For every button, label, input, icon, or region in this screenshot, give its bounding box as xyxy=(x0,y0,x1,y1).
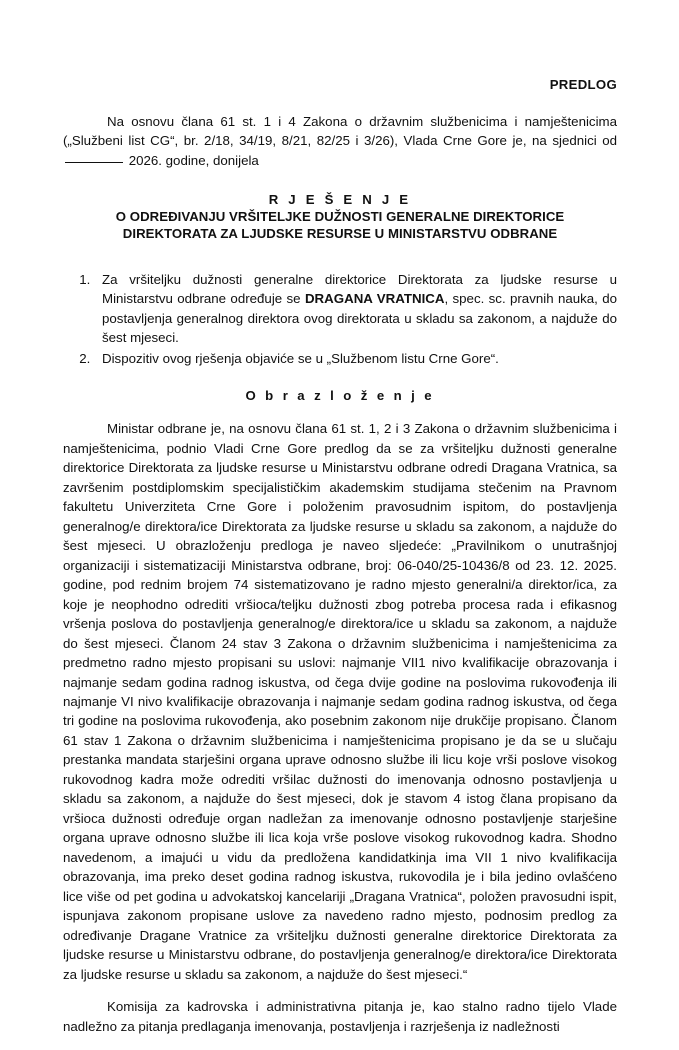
decision-1-text-before-name: Za vršiteljku dužnosti generalne direktorice Direktorata za ljudske resurse u Ministarstvu odbrane određuje se xyxy=(102,271,617,307)
explanation-paragraph-2: Komisija za kadrovska i administrativna pitanja je, kao stalno radno tijelo Vlade nadležno za pitanja predlaganja imenovanja, postavljenja i razrješenja iz nadležnosti xyxy=(63,999,617,1034)
decision-1-text-after-name: , spec. sc. pravnih nauka, do postavljenja generalnog direktora ovog direktorata u skladu sa zakonom, a najduže do šest mjeseci. xyxy=(102,291,618,346)
title-line-rjesenje: R J E Š E N J E xyxy=(268,192,412,208)
explanation-heading: O b r a z l o ž e n j e xyxy=(245,388,435,404)
document-content xyxy=(63,0,617,1050)
date-blank-field xyxy=(65,162,123,163)
intro-paragraph xyxy=(63,112,617,171)
decision-item-1 xyxy=(94,270,617,348)
title-line-subject-1: O ODREĐIVANJU VRŠITELJKE DUŽNOSTI GENERALNE DIREKTORICE xyxy=(115,209,565,224)
appointee-name: DRAGANA VRATNICA xyxy=(304,291,445,307)
intro-text-before-blank: Na osnovu člana 61 st. 1 i 4 Zakona o državnim službenicima i namještenicima („Službeni list CG“, br. 2/18, 34/19, 8/21, 82/25 i 3/26), Vlada Crne Gore je, na sjednici od xyxy=(63,113,617,149)
intro-text-after-blank: 2026. godine, donijela xyxy=(125,152,259,168)
document-header-label: PREDLOG xyxy=(549,77,617,92)
explanation-paragraph-1: Ministar odbrane je, na osnovu člana 61 st. 1, 2 i 3 Zakona o državnim službenicima i namještenicima, podnio Vladi Crne Gore predlog da se za vršiteljku dužnosti generalne direktorice Direktorata za ljudske resurse u Ministarstvu odbrane odredi Dragana Vratnica, sa završenim postdiplomskim specijalističkim akademskim studijama stečenim na Pravnom fakultetu Univerziteta Crne Gore i položenim pravosudnim ispitom, do postavljenja generalnog/e direktora/ice Direktorata za ljudske resurse u skladu sa zakonom, a najduže do šest mjeseci. U obrazloženju predloga je naveo sljedeće: „Pravilnikom o unutrašnjoj organizaciji i sistematizaciji Ministarstva odbrane, broj: 06-040/25-10436/8 od 23. 12. 2025. godine, pod rednim brojem 74 sistematizovano je radno mjesto generalni/a direktor/ica, za koje je neophodno odrediti vršioca/teljku dužnosti zbog potreba procesa rada i efikasnog vršenja poslova do postavljenja generalnog/e direktora/ice u skladu sa zakonom, a najduže do šest mjeseci. Članom 24 stav 3 Zakona o državnim službenicima i namještenicima za predmetno radno mjesto propisani su uslovi: najmanje VII1 nivo kvalifikacije obrazovanja i najmanje sedam godina radnog iskustva, od čega dvije godine na poslovima rukovođenja ili najmanje VI nivo kvalifikacije obrazovanja i najmanje sedam godina radnog iskustva, od čega tri godine na poslovima rukovođenja, ako posebnim zakonom nije drukčije propisano. Članom 61 stav 1 Zakona o državnim službenicima i namještenicima propisano je da se u slučaju prestanka mandata starješini organa uprave odnosno službe ili licu koje vrši poslove visokog rukovodnog kadra može odrediti vršilac dužnosti do imenovanja odnosno postavljenja u skladu sa zakonom, a najduže do šest mjeseci, dok je stavom 4 istog člana propisano da vršioca dužnosti određuje organ nadležan za imenovanje odnosno postavljenje starješine organa uprave odnosno službe ili lica koja vrše poslove visokog rukovodnog kadra. Shodno navedenom, a imajući u vidu da predložena kandidatkinja ima VII 1 nivo kvalifikacija obrazovanja, ima preko deset godina radnog iskustva, rukovodila je i bila jedino ovlašćeno lice više od pet godina u advokatskoj kancelariji „Dragana Vratnica“, položen pravosudni ispit, ispunjava zakonom propisane uslove za navedeno radno mjesto, podnosim predlog za određivanje Dragane Vratnice za vršiteljku dužnosti generalne direktorice Direktorata za ljudske resurse u Ministarstvu odbrane, do postavljenja generalnog/e direktora/ice Direktorata za ljudske resurse u skladu sa zakonom, a najduže do šest mjeseci.“ xyxy=(63,421,617,982)
decisions-list xyxy=(63,270,617,369)
decision-2-text: Dispozitiv ovog rješenja objaviće se u „Službenom listu Crne Gore“. xyxy=(102,350,499,366)
title-line-subject-2: DIREKTORATA ZA LJUDSKE RESURSE U MINISTARSTVU ODBRANE xyxy=(122,225,558,241)
document-title-block xyxy=(63,192,617,243)
decision-item-2 xyxy=(94,349,617,369)
